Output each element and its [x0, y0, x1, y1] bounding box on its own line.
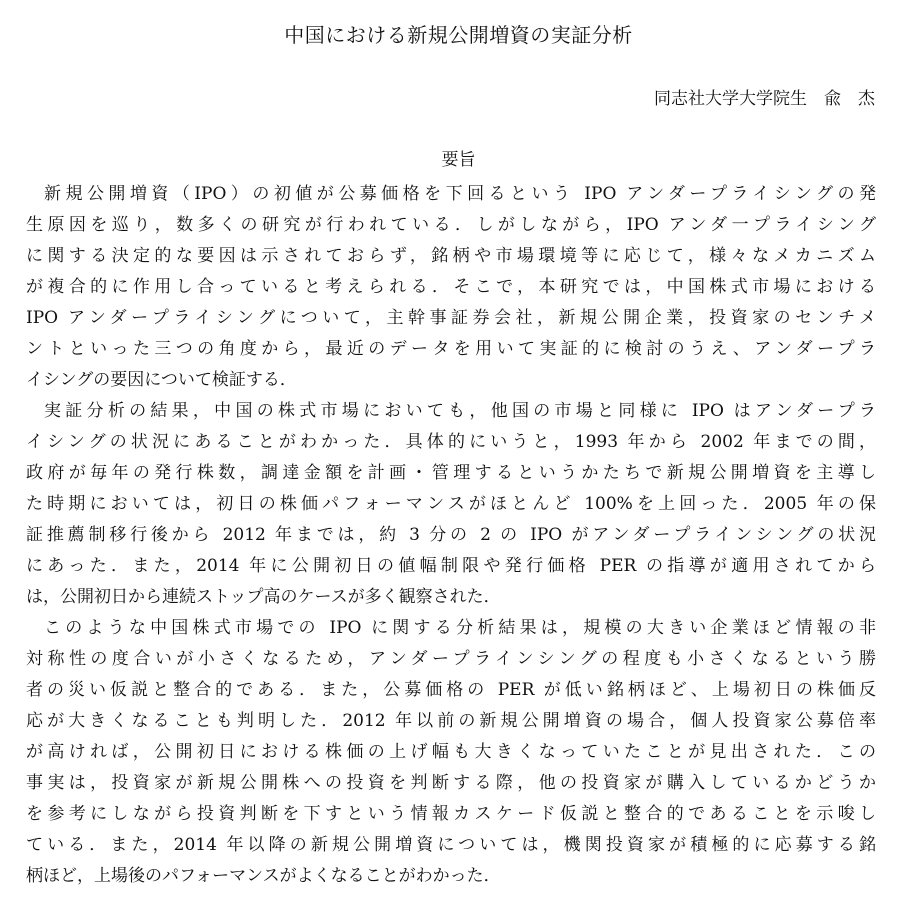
abstract-heading: 要旨	[441, 150, 476, 170]
abstract-line: 政府が毎年の発行株数，調達金額を計画・管理するというかたちで新規公開増資を主導し	[26, 463, 876, 483]
abstract-line: を参考にしながら投資判断を下すという情報カスケード仮説と整合的であることを示唆し	[26, 804, 876, 824]
abstract-line: 対称性の度合いが小さくなるため，アンダープラインシングの程度も小さくなるという勝	[26, 649, 876, 669]
paper-title: 中国における新規公開増資の実証分析	[284, 23, 633, 47]
abstract-line: IPO アンダープライシングについて，主幹事証券会社，新規公開企業，投資家のセンチメ	[26, 308, 876, 328]
abstract-line: ントといった三つの角度から，最近のデータを用いて実証的に検討のうえ、アンダープラ	[26, 339, 876, 359]
abstract-paragraph	[26, 179, 876, 396]
abstract-line: 新規公開増資（IPO）の初値が公募価格を下回るという IPO アンダープライシングの発	[44, 184, 876, 204]
abstract-paragraph	[26, 613, 876, 892]
abstract-line: が複合的に作用し合っていると考えられる．そこで，本研究では，中国株式市場における	[26, 277, 876, 297]
abstract-line: 生原因を巡り，数多くの研究が行われている．しがしながら，IPO アンダ一プライシング	[26, 215, 876, 235]
abstract-body	[26, 179, 876, 892]
abstract-line: に関する決定的な要因は示されておらず，銘柄や市場環境等に応じて，様々なメカニズム	[26, 246, 876, 266]
abstract-line: にあった．また，2014 年に公開初日の値幅制限や発行価格 PER の指導が適用されてから	[26, 556, 876, 576]
abstract-line: は，公開初日から連続ストップ高のケースが多く観察された．	[26, 587, 501, 607]
abstract-line: が高ければ，公開初日における株価の上げ幅も大きくなっていたことが見出された．この	[26, 742, 876, 762]
abstract-line: このような中国株式市場での IPO に関する分析結果は，規模の大きい企業ほど情報の非	[44, 618, 876, 638]
abstract-paragraph	[26, 396, 876, 613]
author-line: 同志社大学大学院生 兪 杰	[654, 89, 875, 109]
abstract-line: 応が大きくなることも判明した．2012 年以前の新規公開増資の場合，個人投資家公募倍率	[26, 711, 876, 731]
abstract-line: ている．また，2014 年以降の新規公開増資については，機関投資家が積極的に応募する銘	[26, 835, 876, 855]
abstract-line: イシングの要因について検証する．	[26, 370, 297, 390]
abstract-line: た時期においては，初日の株価パフォーマンスがほとんど 100%を上回った．2005 年の保	[26, 494, 876, 514]
abstract-line: 実証分析の結果，中国の株式市場においても，他国の市場と同様に IPO はアンダープラ	[44, 401, 876, 421]
abstract-line: イシングの状況にあることがわかった．具体的にいうと，1993 年から 2002 年までの間，	[26, 432, 876, 452]
abstract-line: 事実は，投資家が新規公開株への投資を判断する際，他の投資家が購入しているかどうか	[26, 773, 876, 793]
abstract-line: 証推薦制移行後から 2012 年までは，約 3 分の 2 の IPO がアンダープラインシングの状況	[26, 525, 876, 545]
abstract-line: 者の災い仮説と整合的である．また，公募価格の PER が低い銘柄ほど、上場初日の株価反	[26, 680, 876, 700]
abstract-line: 柄ほど，上場後のパフォーマンスがよくなることがわかった．	[26, 866, 501, 886]
